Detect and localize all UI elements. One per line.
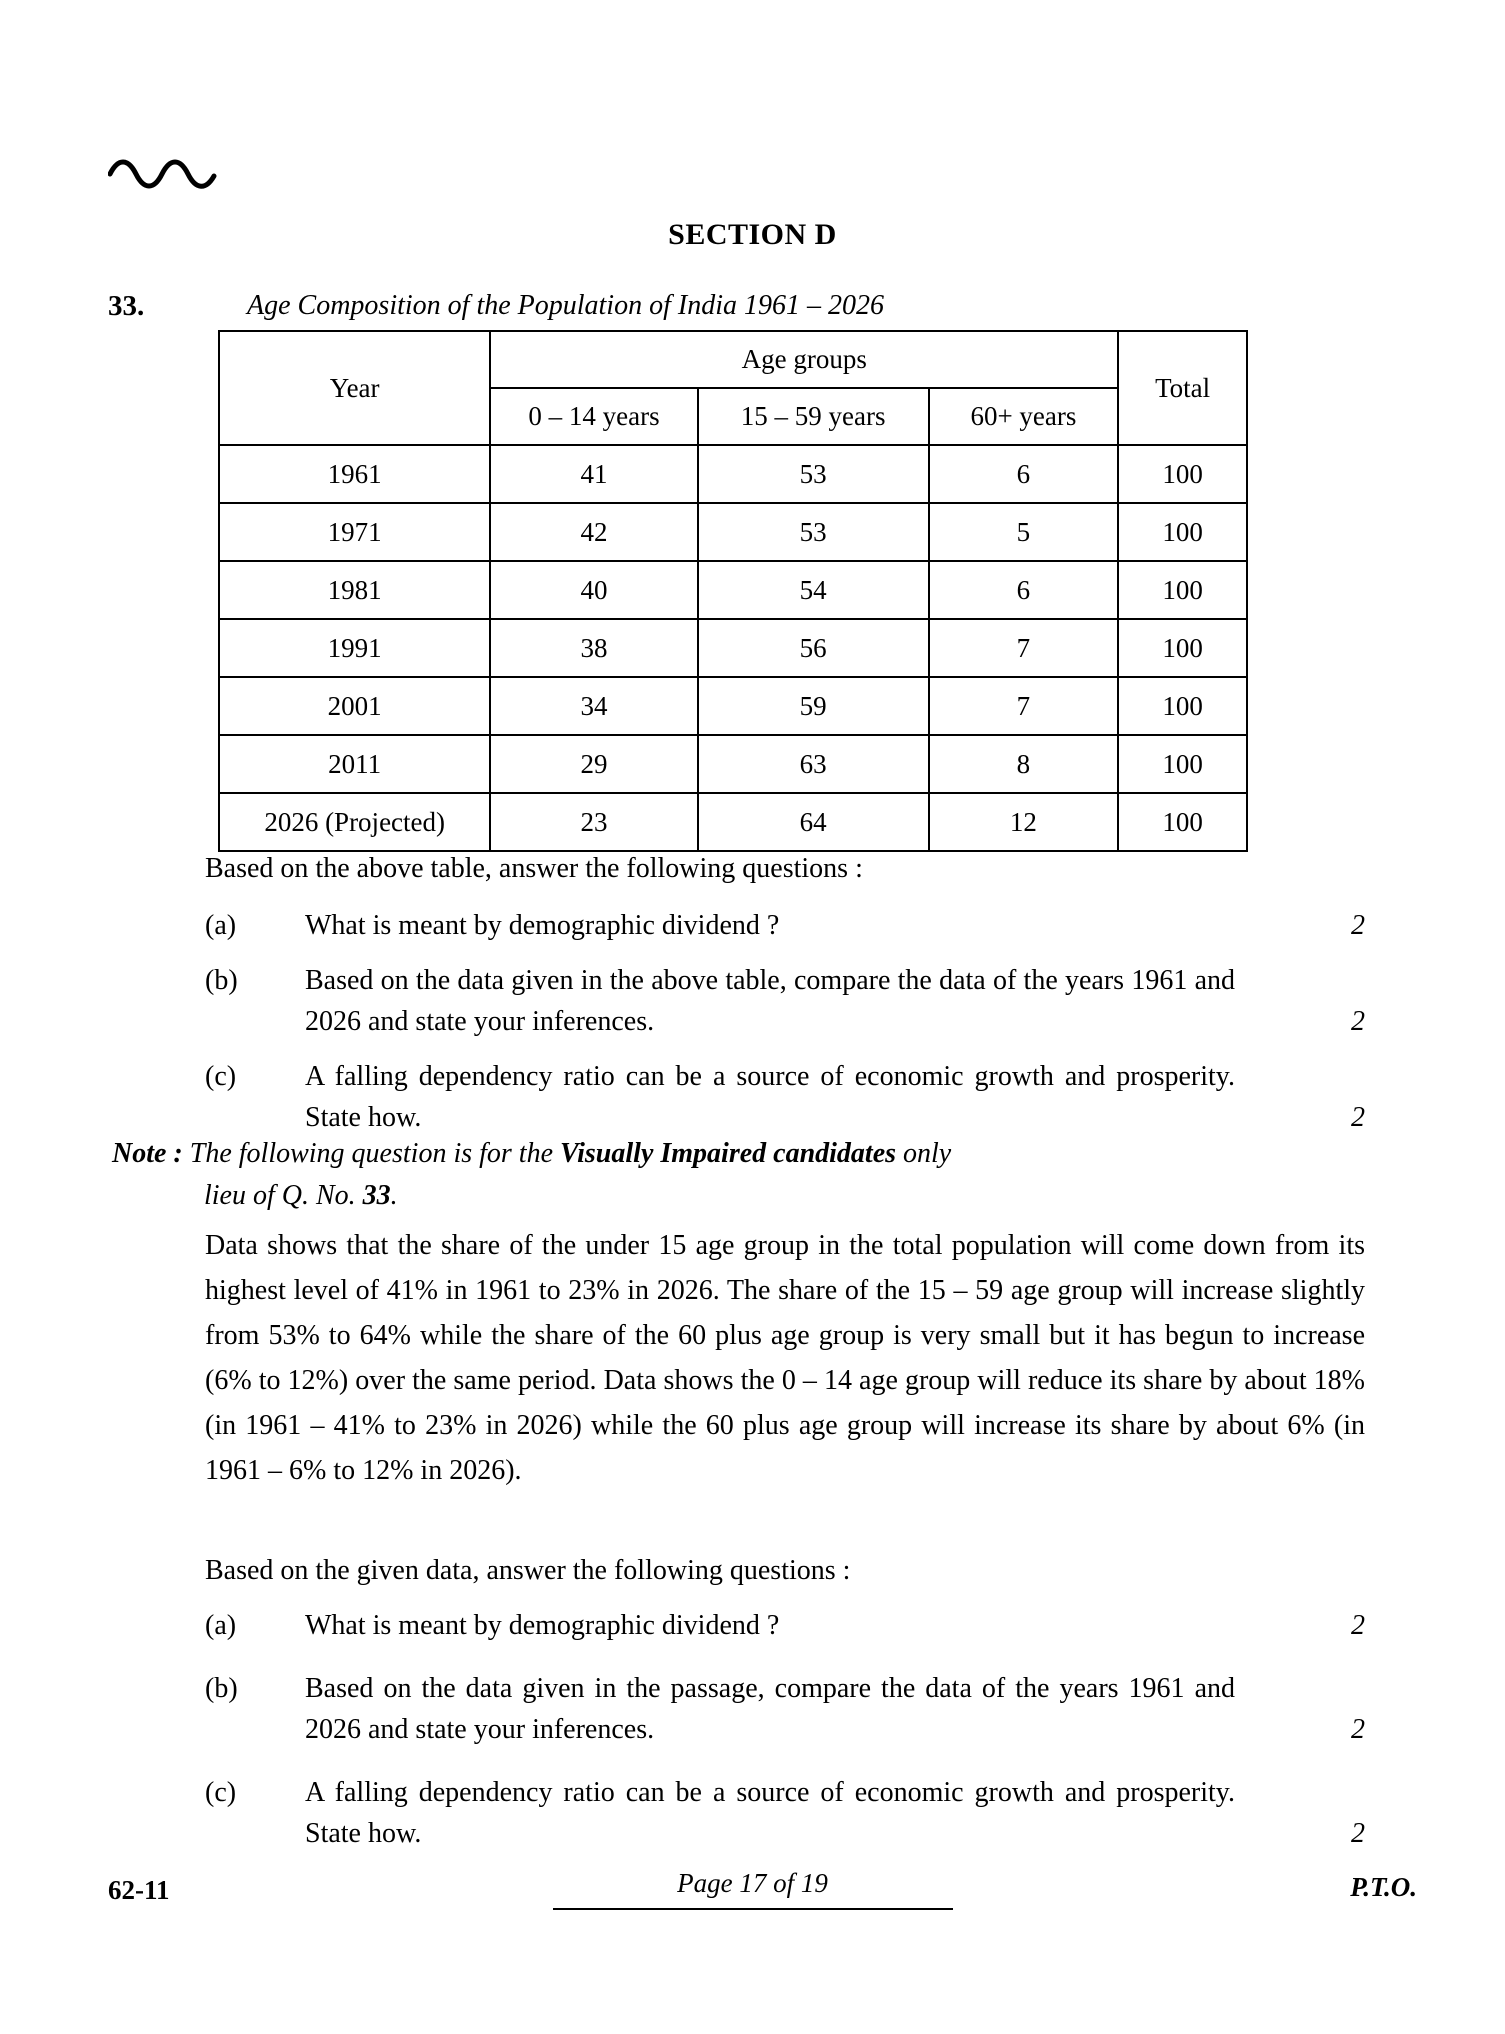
footer-divider: [553, 1908, 953, 1910]
question-part-b: [205, 960, 1365, 1042]
vi-part-text-b: Based on the data given in the passage, compare the data of the years 1961 and 2026 and state your inferences.: [305, 1673, 1235, 1745]
cell-15-59: 53: [698, 503, 929, 561]
cell-year: 1981: [219, 561, 490, 619]
table-row: [219, 793, 1247, 851]
cell-total: 100: [1118, 677, 1247, 735]
part-marks-b: 2: [1351, 1006, 1365, 1037]
part-label-a: (a): [205, 910, 237, 941]
cell-60plus: 7: [929, 619, 1119, 677]
wavy-line-mark-icon: [108, 158, 218, 192]
note-line2-before: lieu of Q. No.: [204, 1180, 363, 1211]
passage-text: Data shows that the share of the under 15 age group in the total population will come down from its highest level of 41% in 1961 to 23% in 2026. The share of the 15 – 59 age group will increase slightly from 53% to 64% while the share of the 60 plus age group is very small but it has begun to increase (6% to 12%) over the same period. Data shows the 0 – 14 age group will reduce its share by about 18% (in 1961 – 41% to 23% in 2026) while the 60 plus age group will increase its share by about 6% (in 1961 – 6% to 12% in 2026).: [205, 1230, 1365, 1486]
cell-0-14: 42: [490, 503, 697, 561]
vi-part-text-a: What is meant by demographic dividend ?: [305, 1610, 780, 1641]
cell-total: 100: [1118, 445, 1247, 503]
table-title: Age Composition of the Population of India 1961 – 2026: [247, 290, 884, 321]
table-header-group-15-59: 15 – 59 years: [698, 388, 929, 445]
question-intro-line: Based on the above table, answer the following questions :: [205, 853, 863, 884]
cell-15-59: 59: [698, 677, 929, 735]
table-row: [219, 735, 1247, 793]
table-header-group-60plus: 60+ years: [929, 388, 1119, 445]
table-row: [219, 561, 1247, 619]
cell-year: 2001: [219, 677, 490, 735]
cell-60plus: 6: [929, 561, 1119, 619]
table-row: [219, 445, 1247, 503]
question-part-c: [205, 1056, 1365, 1138]
note-line-2: [204, 1175, 1372, 1217]
table-header-row-1: [219, 331, 1247, 388]
cell-year: 1971: [219, 503, 490, 561]
table-header-year: Year: [219, 331, 490, 445]
vi-part-label-b: (b): [205, 1673, 238, 1704]
question-vi-part-a: [205, 1605, 1365, 1646]
cell-15-59: 56: [698, 619, 929, 677]
vi-part-text-c: A falling dependency ratio can be a source of economic growth and prosperity. State how.: [305, 1777, 1235, 1849]
note-line2-emphasis: 33: [362, 1180, 391, 1211]
cell-15-59: 54: [698, 561, 929, 619]
cell-0-14: 34: [490, 677, 697, 735]
cell-60plus: 6: [929, 445, 1119, 503]
cell-total: 100: [1118, 561, 1247, 619]
table-header-total: Total: [1118, 331, 1247, 445]
note-text-after: only: [896, 1138, 952, 1169]
cell-0-14: 38: [490, 619, 697, 677]
cell-year: 2026 (Projected): [219, 793, 490, 851]
part-label-b: (b): [205, 965, 238, 996]
question-part-a: [205, 905, 1365, 946]
table-header-age-groups: Age groups: [490, 331, 1118, 388]
footer-paper-code: 62-11: [108, 1875, 170, 1905]
note-label: Note :: [112, 1138, 183, 1169]
cell-60plus: 5: [929, 503, 1119, 561]
note-emphasis: Visually Impaired candidates: [560, 1138, 897, 1169]
cell-0-14: 23: [490, 793, 697, 851]
table-row: [219, 503, 1247, 561]
cell-15-59: 63: [698, 735, 929, 793]
part-marks-c: 2: [1351, 1102, 1365, 1133]
cell-15-59: 64: [698, 793, 929, 851]
cell-0-14: 40: [490, 561, 697, 619]
cell-total: 100: [1118, 735, 1247, 793]
section-heading: SECTION D: [668, 218, 837, 251]
question-vi-parts-list: [205, 1605, 1365, 1876]
footer-pto: P.T.O.: [1350, 1872, 1417, 1902]
vi-part-label-c: (c): [205, 1777, 237, 1808]
note-block: [112, 1133, 1372, 1217]
cell-60plus: 7: [929, 677, 1119, 735]
vi-part-marks-c: 2: [1351, 1818, 1365, 1849]
footer-page-number: Page 17 of 19: [677, 1868, 828, 1898]
question-parts-list: [205, 905, 1365, 1152]
cell-0-14: 41: [490, 445, 697, 503]
cell-total: 100: [1118, 619, 1247, 677]
table-header-group-0-14: 0 – 14 years: [490, 388, 697, 445]
cell-60plus: 12: [929, 793, 1119, 851]
part-text-b: Based on the data given in the above table, compare the data of the years 1961 and 2026 and state your inferences.: [305, 965, 1235, 1037]
cell-year: 1991: [219, 619, 490, 677]
part-label-c: (c): [205, 1061, 237, 1092]
question-number: 33.: [108, 290, 145, 322]
cell-total: 100: [1118, 503, 1247, 561]
cell-year: 2011: [219, 735, 490, 793]
age-composition-table: [218, 330, 1248, 852]
cell-15-59: 53: [698, 445, 929, 503]
note-text-before: The following question is for the: [189, 1138, 560, 1169]
table-row: [219, 677, 1247, 735]
note-line2-after: .: [390, 1180, 398, 1211]
cell-year: 1961: [219, 445, 490, 503]
question-vi-part-c: [205, 1772, 1365, 1854]
question-vi-intro-line: Based on the given data, answer the following questions :: [205, 1555, 851, 1586]
cell-total: 100: [1118, 793, 1247, 851]
cell-60plus: 8: [929, 735, 1119, 793]
vi-part-marks-b: 2: [1351, 1714, 1365, 1745]
question-vi-part-b: [205, 1668, 1365, 1750]
part-marks-a: 2: [1351, 910, 1365, 941]
part-text-c: A falling dependency ratio can be a source of economic growth and prosperity. State how.: [305, 1061, 1235, 1133]
vi-part-label-a: (a): [205, 1610, 237, 1641]
table-row: [219, 619, 1247, 677]
cell-0-14: 29: [490, 735, 697, 793]
part-text-a: What is meant by demographic dividend ?: [305, 910, 780, 941]
vi-part-marks-a: 2: [1351, 1610, 1365, 1641]
